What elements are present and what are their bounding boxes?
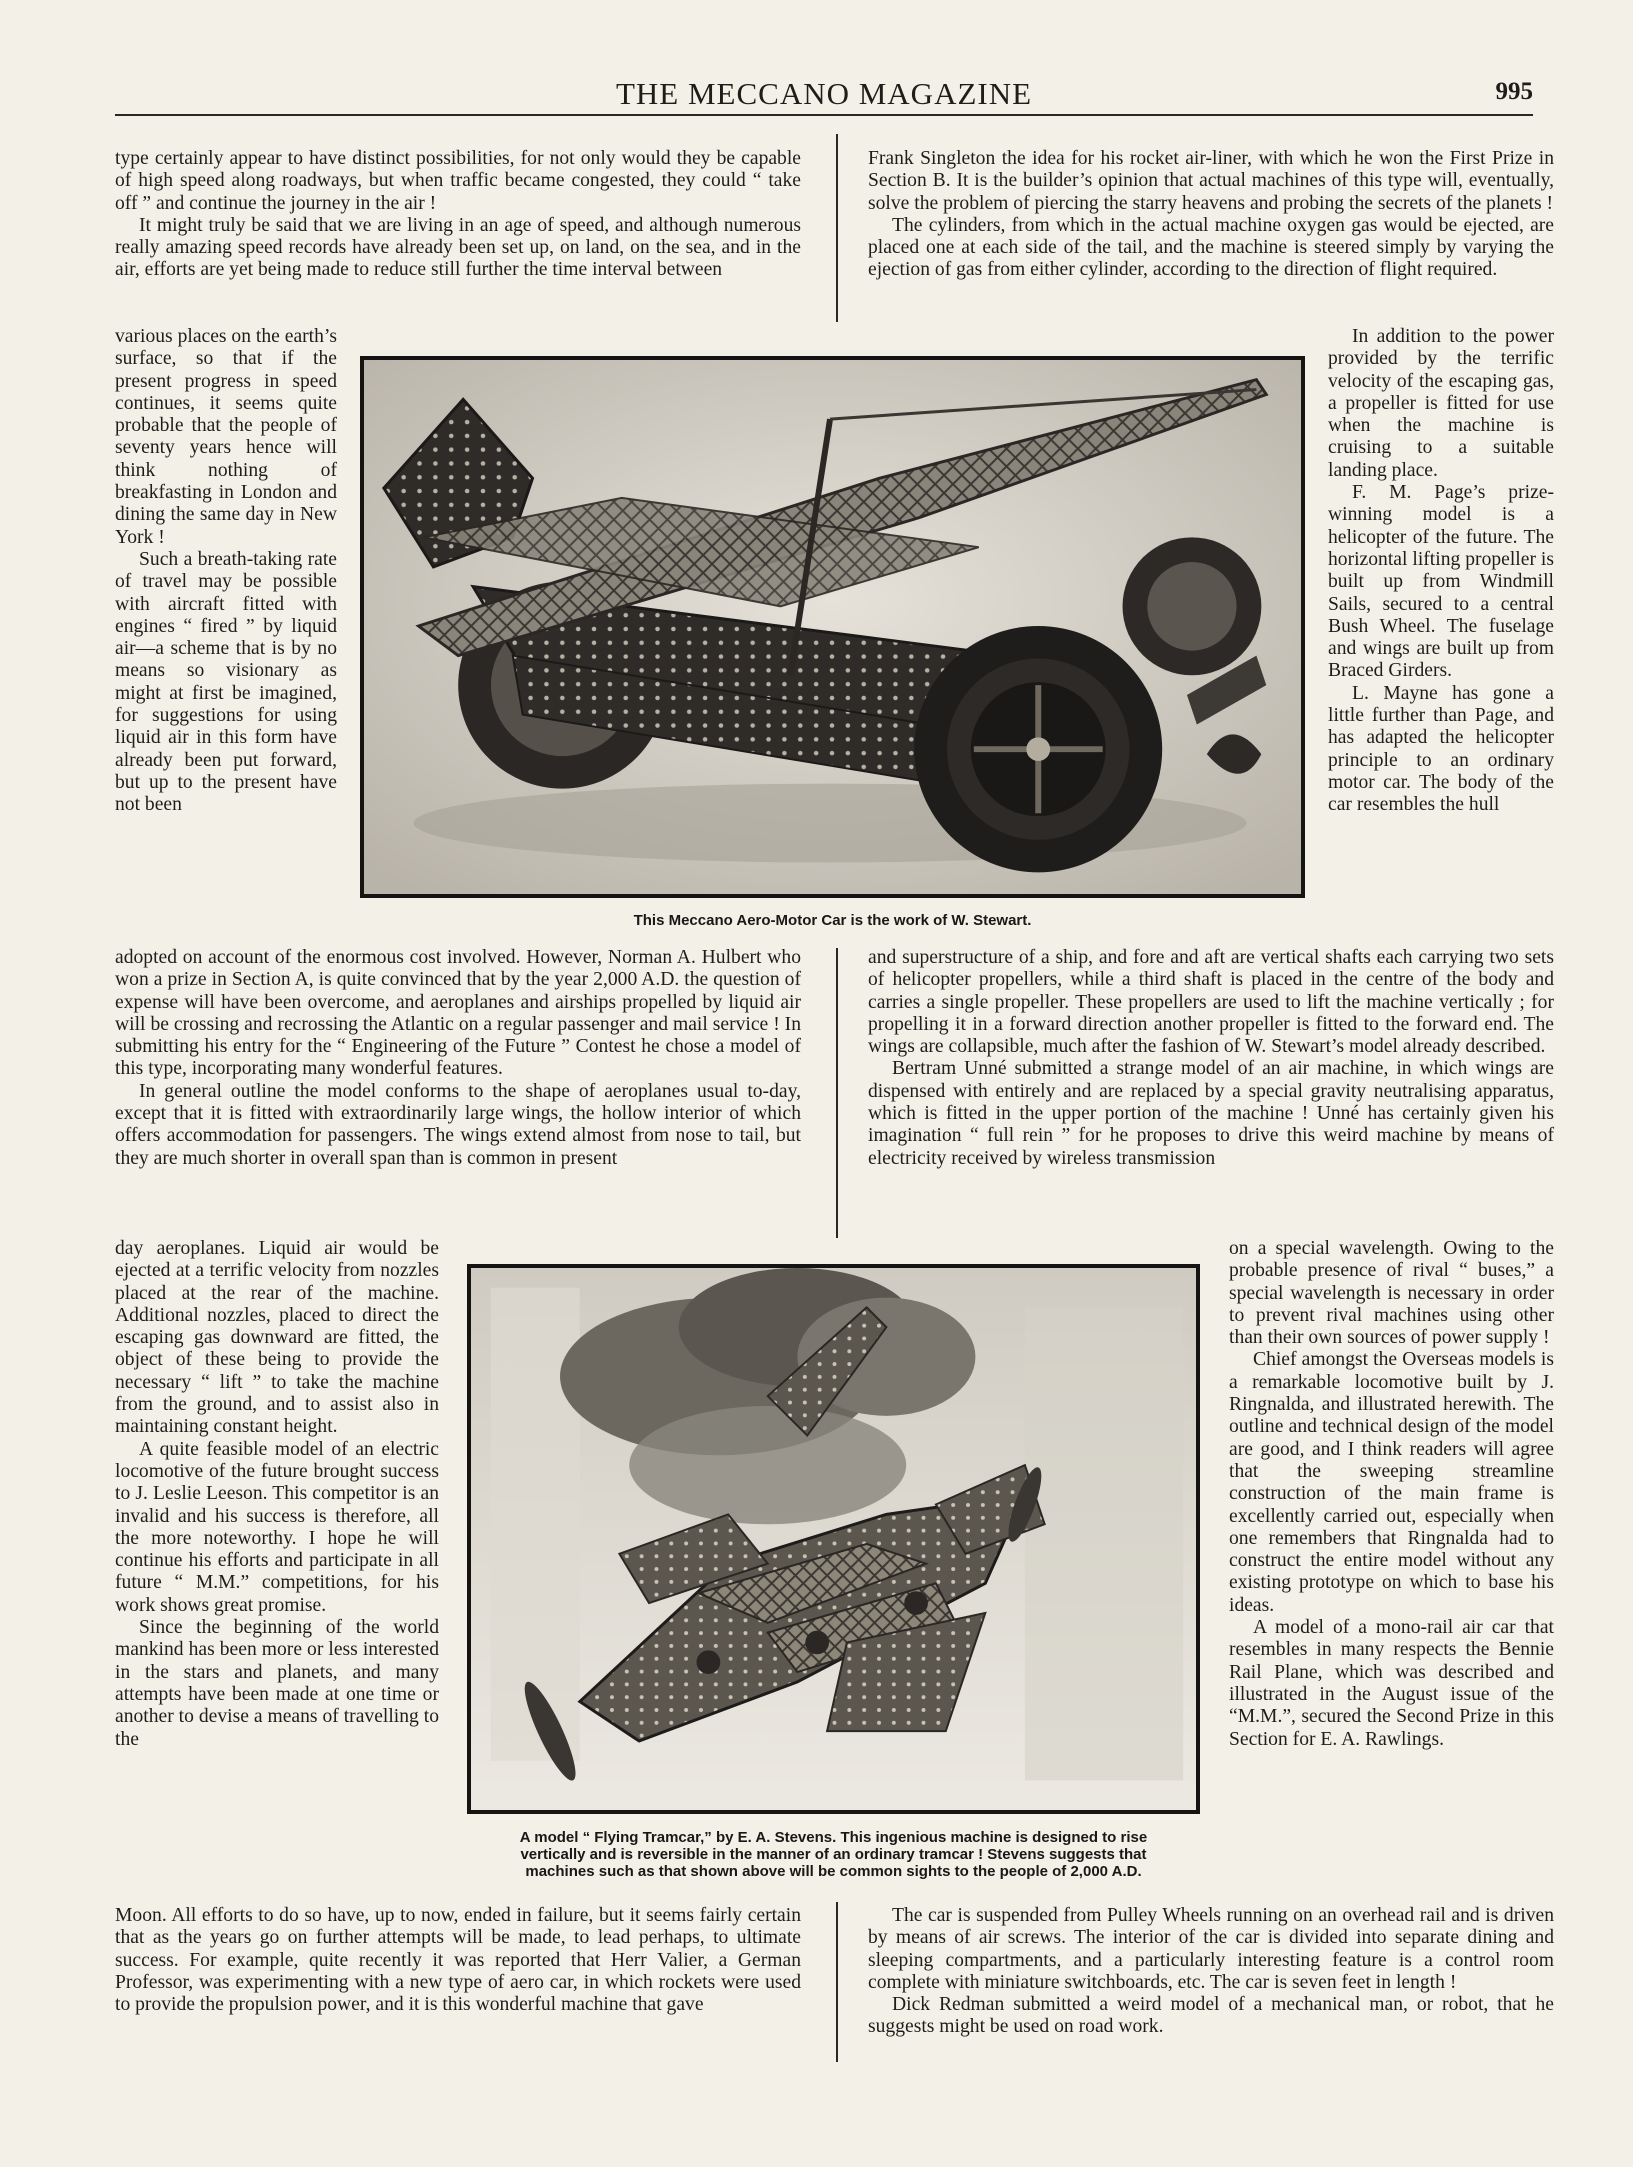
column-rule-bottom xyxy=(836,1902,838,2062)
left-column-bottom xyxy=(115,1905,801,2016)
paragraph: various places on the earth’s surface, so that if the present progress in speed continues, it seems quite probable that the people of seventy years hence will think nothing of breakfasting in London and dining the same day in New York ! xyxy=(115,326,337,548)
paragraph: It might truly be said that we are living in an age of speed, and although numerous really amazing speed records have already been set up, on land, on the sea, and in the air, efforts are yet being made to reduce still further the time interval between xyxy=(115,214,801,281)
aero-motor-car-photo xyxy=(360,356,1305,898)
left-column-narrow-2 xyxy=(115,1238,439,1751)
paragraph: type certainly appear to have distinct possibilities, for not only would they be capable of high speed along roadways, but when traffic became congested, they could “ take off ” and continue the journey in the air ! xyxy=(115,148,801,214)
flying-tramcar-photo xyxy=(467,1264,1200,1814)
caption-line: A model “ Flying Tramcar,” by E. A. Stevens. This ingenious machine is designed to rise xyxy=(519,1829,1148,1846)
flying-tramcar-caption xyxy=(467,1829,1200,1880)
paragraph: day aeroplanes. Liquid air would be ejected at a terrific velocity from nozzles placed at the rear of the machine. Additional nozzles, placed to direct the escaping gas downward are fitted, the object of these being to provide the necessary “ lift ” to take the machine from the ground, and to assist also in maintaining constant height. xyxy=(115,1238,439,1438)
right-column-top xyxy=(868,148,1554,282)
paragraph: A model of a mono-rail air car that resembles in many respects the Bennie Rail Plane, which was described and illustrated in the August issue of the “M.M.”, secured the Second Prize in this Section for E. A. Rawlings. xyxy=(1229,1617,1554,1750)
paragraph: Moon. All efforts to do so have, up to now, ended in failure, but it seems fairly certain that as the years go on further attempts will be made, to lead perhaps, to ultimate success. For example, quite recently it was reported that Herr Valier, a German Professor, was experimenting with a new type of aero car, in which rockets were used to provide the propulsion power, and it is this wonderful machine that gave xyxy=(115,1905,801,2016)
left-column-top xyxy=(115,148,801,282)
paragraph: L. Mayne has gone a little further than Page, and has adapted the helicopter principle to an ordinary motor car. The body of the car resembles the hull xyxy=(1328,682,1554,816)
column-rule-middle xyxy=(836,948,838,1238)
caption-line: machines such as that shown above will be common sights to the people of 2,000 A.D. xyxy=(525,1863,1142,1880)
paragraph: In general outline the model conforms to the shape of aeroplanes usual to-day, except that it is fitted with extraordinarily large wings, the hollow interior of which offers accommodation for passengers. The wings extend almost from nose to tail, but they are much shorter in overall span than is common in present xyxy=(115,1080,801,1169)
right-column-narrow-2 xyxy=(1229,1238,1554,1751)
flying-tramcar-illustration xyxy=(471,1268,1196,1810)
paragraph: Bertram Unné submitted a strange model of an air machine, in which wings are dispensed with entirely and are replaced by a special gravity neutralising apparatus, which is fitted in the upper portion of the machine ! Unné has certainly given his imagination “ full rein ” for he proposes to drive this weird machine by means of electricity received by wireless transmission xyxy=(868,1058,1554,1169)
left-column-middle xyxy=(115,947,801,1170)
right-column-bottom xyxy=(868,1905,1554,2039)
page-number: 995 xyxy=(1495,78,1533,105)
paragraph: and superstructure of a ship, and fore and aft are vertical shafts each carrying two sets of helicopter propellers, while a third shaft is placed in the centre of the body and carries a single propeller. These propellers are used to lift the machine vertically ; for propelling it in a forward direction another propeller is fitted to the forward end. The wings are collapsible, much after the fashion of W. Stewart’s model already described. xyxy=(868,947,1554,1058)
aero-motor-car-caption: This Meccano Aero-Motor Car is the work of W. Stewart. xyxy=(633,912,1032,929)
column-rule-top xyxy=(836,134,838,322)
paragraph: Chief amongst the Overseas models is a remarkable locomotive built by J. Ringnalda, and illustrated herewith. The outline and technical design of the model are good, and I think readers will agree that the sweeping streamline construction of the main frame is excellently carried out, especially when one remembers that Ringnalda had to construct the entire model without any existing prototype on which to base his ideas. xyxy=(1229,1349,1554,1616)
paragraph: adopted on account of the enormous cost involved. However, Norman A. Hulbert who won a prize in Section A, is quite convinced that by the year 2,000 A.D. the question of expense will have been overcome, and aeroplanes and airships propelled by liquid air will be crossing and recrossing the Atlantic on a regular passenger and mail service ! In submitting his entry for the “ Engineering of the Future ” Contest he chose a model of this type, incorporating many wonderful features. xyxy=(115,947,801,1080)
right-column-middle xyxy=(868,947,1554,1170)
paragraph: Since the beginning of the world mankind has been more or less interested in the stars and planets, and many attempts have been made at one time or another to devise a means of travelling to the xyxy=(115,1617,439,1750)
paragraph: The car is suspended from Pulley Wheels running on an overhead rail and is driven by means of air screws. The interior of the car is divided into separate dining and sleeping compartments, and a particularly interesting feature is a control room complete with miniature switchboards, etc. The car is seven feet in length ! xyxy=(868,1905,1554,1993)
paragraph: Dick Redman submitted a weird model of a mechanical man, or robot, that he suggests might be used on road work. xyxy=(868,1994,1554,2038)
aero-motor-car-illustration xyxy=(364,360,1301,894)
paragraph: A quite feasible model of an electric locomotive of the future brought success to J. Leslie Leeson. This competitor is an invalid and his success is therefore, all the more noteworthy. I hope he will continue his efforts and participate in all future “ M.M.” competitions, for his work shows great promise. xyxy=(115,1438,439,1616)
paragraph: The cylinders, from which in the actual machine oxygen gas would be ejected, are placed one at each side of the tail, and the machine is steered simply by varying the ejection of gas from either cylinder, according to the direction of flight required. xyxy=(868,214,1554,281)
paragraph: In addition to the power provided by the terrific velocity of the escaping gas, a propeller is fitted for use when the machine is cruising to a suitable landing place. xyxy=(1328,326,1554,481)
left-column-narrow-1 xyxy=(115,326,337,817)
paragraph: on a special wavelength. Owing to the probable presence of rival “ buses,” a special wavelength is necessary in order to prevent rival machines using other than their own sources of power supply ! xyxy=(1229,1238,1554,1349)
paragraph: Such a breath-taking rate of travel may be possible with aircraft fitted with engines “ fired ” by liquid air—a scheme that is by no means so visionary as might at first be imagined, for suggestions for using liquid air in this form have already been put forward, but up to the present have not been xyxy=(115,548,337,816)
paragraph: Frank Singleton the idea for his rocket air-liner, with which he won the First Prize in Section B. It is the builder’s opinion that actual machines of this type will, eventually, solve the problem of piercing the starry heavens and probing the secrets of the planets ! xyxy=(868,148,1554,214)
caption-line: vertically and is reversible in the manner of an ordinary tramcar ! Stevens suggests that xyxy=(520,1846,1147,1863)
masthead xyxy=(115,72,1533,116)
right-column-narrow-1 xyxy=(1328,326,1554,817)
magazine-title: THE MECCANO MAGAZINE xyxy=(615,76,1033,111)
paragraph: F. M. Page’s prize-winning model is a helicopter of the future. The horizontal lifting propeller is built up from Windmill Sails, secured to a central Bush Wheel. The fuselage and wings are built up from Braced Girders. xyxy=(1328,482,1554,682)
